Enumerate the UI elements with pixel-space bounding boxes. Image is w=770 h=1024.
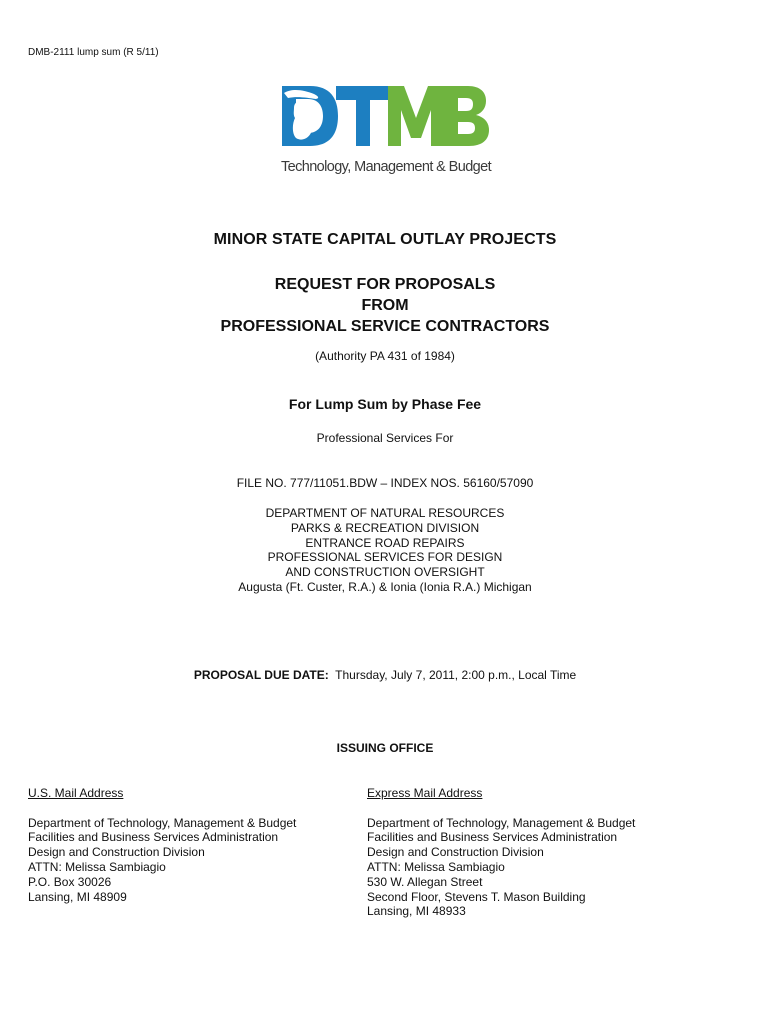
address-line: Lansing, MI 48933: [367, 904, 466, 919]
logo-letter-t: [336, 86, 390, 146]
address-line: ATTN: Melissa Sambiagio: [28, 859, 166, 874]
express-mail-address: [367, 786, 635, 919]
project-description: [0, 506, 770, 595]
address-line: Second Floor, Stevens T. Mason Building: [367, 889, 586, 904]
address-line: Facilities and Business Services Administration: [367, 830, 618, 845]
logo-letter-b: [444, 86, 489, 146]
address-line: Design and Construction Division: [28, 845, 205, 860]
express-mail-heading: Express Mail Address: [367, 786, 483, 800]
due-date-value: Thursday, July 7, 2011, 2:00 p.m., Local Time: [335, 668, 577, 682]
address-line: Design and Construction Division: [367, 845, 544, 860]
address-line: Department of Technology, Management & Budget: [367, 815, 636, 830]
logo-letter-m: [388, 86, 444, 146]
authority-note: (Authority PA 431 of 1984): [315, 349, 455, 363]
file-number: FILE NO. 777/11051.BDW – INDEX NOS. 56160/57090: [236, 476, 534, 490]
address-line: P.O. Box 30026: [28, 874, 112, 889]
address-line: Department of Technology, Management & Budget: [28, 815, 297, 830]
proposal-due-date: [0, 668, 770, 682]
us-mail-address: [28, 786, 296, 904]
fee-type-heading: For Lump Sum by Phase Fee: [288, 396, 482, 412]
address-line: Lansing, MI 48909: [28, 889, 127, 904]
address-line: Facilities and Business Services Administration: [28, 830, 279, 845]
due-date-label: PROPOSAL DUE DATE:: [193, 668, 329, 682]
project-line: AND CONSTRUCTION OVERSIGHT: [285, 565, 485, 580]
project-line: DEPARTMENT OF NATURAL RESOURCES: [265, 506, 505, 520]
dtmb-logo: [280, 78, 492, 178]
rfp-line: REQUEST FOR PROPOSALS: [274, 276, 496, 293]
rfp-line: FROM: [361, 297, 409, 314]
logo-tagline: Technology, Management & Budget: [280, 159, 492, 175]
address-line: ATTN: Melissa Sambiagio: [367, 859, 505, 874]
rfp-heading: [0, 274, 770, 337]
document-title: MINOR STATE CAPITAL OUTLAY PROJECTS: [213, 231, 557, 248]
project-line: PARKS & RECREATION DIVISION: [290, 520, 480, 535]
michigan-mitten-icon: [293, 100, 313, 140]
project-line: Augusta (Ft. Custer, R.A.) & Ionia (Ionia R.A.) Michigan: [238, 579, 532, 594]
project-line: ENTRANCE ROAD REPAIRS: [305, 535, 465, 550]
form-code: DMB-2111 lump sum (R 5/11): [28, 47, 159, 58]
rfp-line: PROFESSIONAL SERVICE CONTRACTORS: [220, 318, 550, 335]
us-mail-heading: U.S. Mail Address: [28, 786, 124, 800]
project-line: PROFESSIONAL SERVICES FOR DESIGN: [267, 550, 503, 565]
issuing-office-heading: ISSUING OFFICE: [336, 741, 434, 755]
address-line: 530 W. Allegan Street: [367, 874, 483, 889]
services-for-line: Professional Services For: [316, 431, 454, 445]
